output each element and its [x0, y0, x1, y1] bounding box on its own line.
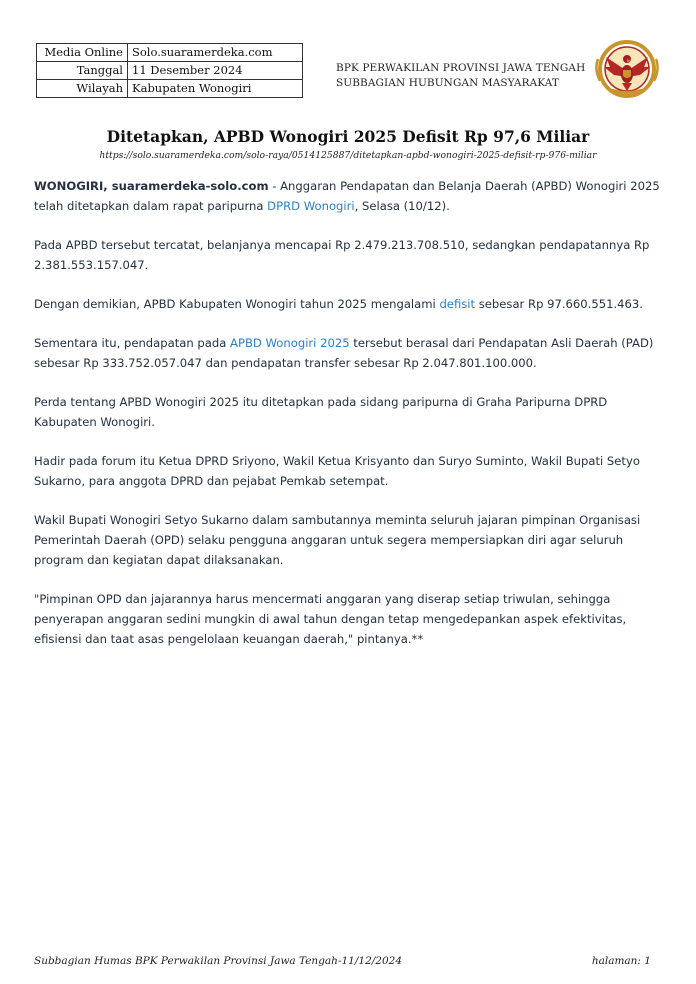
link-dprd-wonogiri[interactable]: DPRD Wonogiri [267, 199, 355, 213]
organization-name: BPK PERWAKILAN PROVINSI JAWA TENGAH [336, 62, 586, 74]
date-label: Tanggal [37, 62, 128, 80]
page-number: halaman: 1 [591, 955, 651, 967]
media-value: Solo.suaramerdeka.com [128, 44, 303, 62]
paragraph-text: - Anggaran Pendapatan dan Belanja Daerah (APBD) Wonogiri 2025 telah ditetapkan dalam rapat paripurna [34, 179, 660, 213]
paragraph-text: Sementara itu, pendapatan pada [34, 336, 231, 350]
region-info-row [37, 80, 303, 98]
bpk-emblem-icon [592, 37, 662, 101]
media-label: Media Online [37, 44, 128, 62]
link-defisit[interactable]: defisit [439, 297, 476, 311]
paragraph-3 [34, 294, 664, 314]
date-info-row [37, 62, 303, 80]
organization-header [336, 61, 585, 91]
article-url: https://solo.suaramerdeka.com/solo-raya/0514125887/ditetapkan-apbd-wonogiri-2025-defisit-rp-976-miliar [99, 150, 597, 161]
paragraph-6: Hadir pada forum itu Ketua DPRD Sriyono, Wakil Ketua Krisyanto dan Suryo Suminto, Wakil Bupati Setyo Sukarno, para anggota DPRD dan pejabat Pemkab setempat. [34, 454, 640, 488]
paragraph-2: Pada APBD tersebut tercatat, belanjanya mencapai Rp 2.479.213.708.510, sedangkan pendapatannya Rp 2.381.553.157.047. [34, 238, 650, 272]
paragraph-5: Perda tentang APBD Wonogiri 2025 itu ditetapkan pada sidang paripurna di Graha Paripurna DPRD Kabupaten Wonogiri. [34, 395, 608, 429]
paragraph-text: sebesar Rp 97.660.551.463. [475, 297, 643, 311]
paragraph-1 [34, 176, 664, 216]
region-value: Kabupaten Wonogiri [128, 80, 303, 98]
footer-source: Subbagian Humas BPK Perwakilan Provinsi Jawa Tengah-11/12/2024 [34, 955, 403, 967]
dateline: WONOGIRI, suaramerdeka-solo.com [34, 179, 269, 193]
paragraph-8: "Pimpinan OPD dan jajarannya harus mencermati anggaran yang diserap setiap triwulan, sehingga penyerapan anggaran sedini mungkin di awal tahun dengan tetap mengedepankan aspek efektivitas, efisiensi dan taat asas pengelolaan keuangan daerah," pintanya.** [34, 592, 627, 646]
paragraph-text: , Selasa (10/12). [354, 199, 450, 213]
media-info-table [36, 43, 303, 98]
date-value: 11 Desember 2024 [128, 62, 303, 80]
paragraph-4 [34, 333, 664, 373]
link-apbd-wonogiri-2025[interactable]: APBD Wonogiri 2025 [230, 336, 350, 350]
paragraph-text: Dengan demikian, APBD Kabupaten Wonogiri tahun 2025 mengalami [34, 297, 440, 311]
media-info-row [37, 44, 303, 62]
paragraph-text: tersebut berasal dari Pendapatan Asli Daerah (PAD) sebesar Rp 333.752.057.047 dan pendapatan transfer sebesar Rp 2.047.801.100.000. [34, 336, 654, 370]
organization-division: SUBBAGIAN HUBUNGAN MASYARAKAT [336, 77, 559, 89]
paragraph-7: Wakil Bupati Wonogiri Setyo Sukarno dalam sambutannya meminta seluruh jajaran pimpinan Organisasi Pemerintah Daerah (OPD) selaku pengguna anggaran untuk segera mempersiapkan diri agar seluruh program dan kegiatan dapat dilaksanakan. [34, 513, 641, 567]
article-body [34, 176, 664, 668]
region-label: Wilayah [37, 80, 128, 98]
article-title: Ditetapkan, APBD Wonogiri 2025 Defisit Rp 97,6 Miliar [106, 127, 590, 146]
